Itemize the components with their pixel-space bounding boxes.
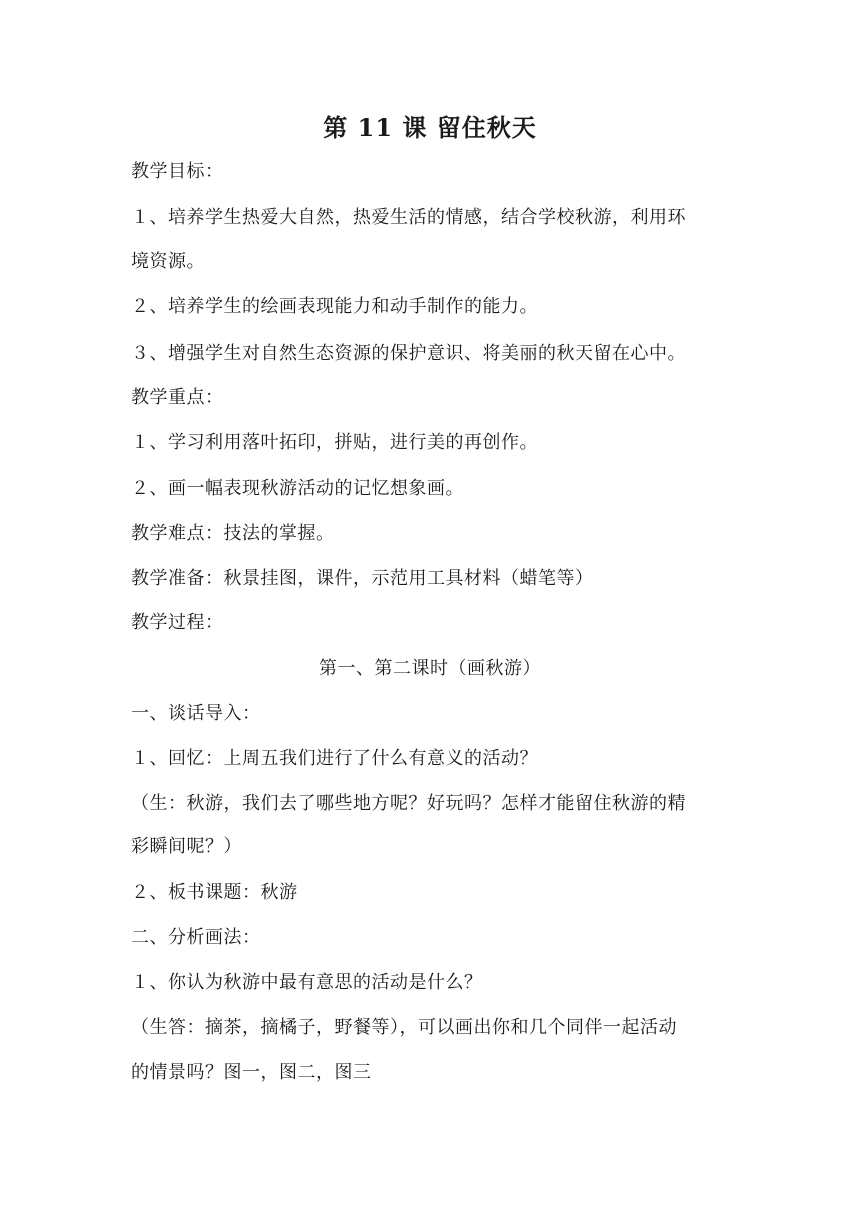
analysis-item-1: １、你认为秋游中最有意思的活动是什么？ — [131, 972, 483, 993]
goal-1-line-1: １、培养学生热爱大自然，热爱生活的情感，结合学校秋游，利用环 — [131, 207, 686, 228]
key-point-1: １、学习利用落叶拓印，拼贴，进行美的再创作。 — [131, 432, 538, 453]
intro-item-2: ２、板书课题：秋游 — [131, 882, 298, 903]
section-analysis-heading: 二、分析画法： — [131, 927, 261, 948]
intro-student-line-1: （生：秋游，我们去了哪些地方呢？好玩吗？怎样才能留住秋游的精 — [131, 793, 686, 814]
session-heading: 第一、第二课时（画秋游） — [319, 658, 541, 679]
analysis-answer-line-1: （生答：摘茶，摘橘子，野餐等），可以画出你和几个同伴一起活动 — [131, 1017, 677, 1038]
heading-process: 教学过程： — [131, 612, 224, 633]
intro-student-line-2: 彩瞬间呢？） — [131, 836, 242, 857]
goal-3: ３、增强学生对自然生态资源的保护意识、将美丽的秋天留在心中。 — [131, 343, 686, 364]
preparation: 教学准备：秋景挂图，课件，示范用工具材料（蜡笔等） — [131, 568, 594, 589]
key-point-2: ２、画一幅表现秋游活动的记忆想象画。 — [131, 478, 464, 499]
difficulty: 教学难点：技法的掌握。 — [131, 523, 335, 544]
goal-2: ２、培养学生的绘画表现能力和动手制作的能力。 — [131, 296, 538, 317]
intro-item-1: １、回忆：上周五我们进行了什么有意义的活动？ — [131, 748, 538, 769]
lesson-title: 第 11 课 留住秋天 — [323, 113, 537, 142]
heading-key-points: 教学重点： — [131, 387, 224, 408]
section-intro-heading: 一、谈话导入： — [131, 703, 261, 724]
goal-1-line-2: 境资源。 — [131, 251, 205, 272]
heading-teaching-goals: 教学目标： — [131, 161, 224, 182]
analysis-answer-line-2: 的情景吗？图一，图二，图三 — [131, 1062, 372, 1083]
